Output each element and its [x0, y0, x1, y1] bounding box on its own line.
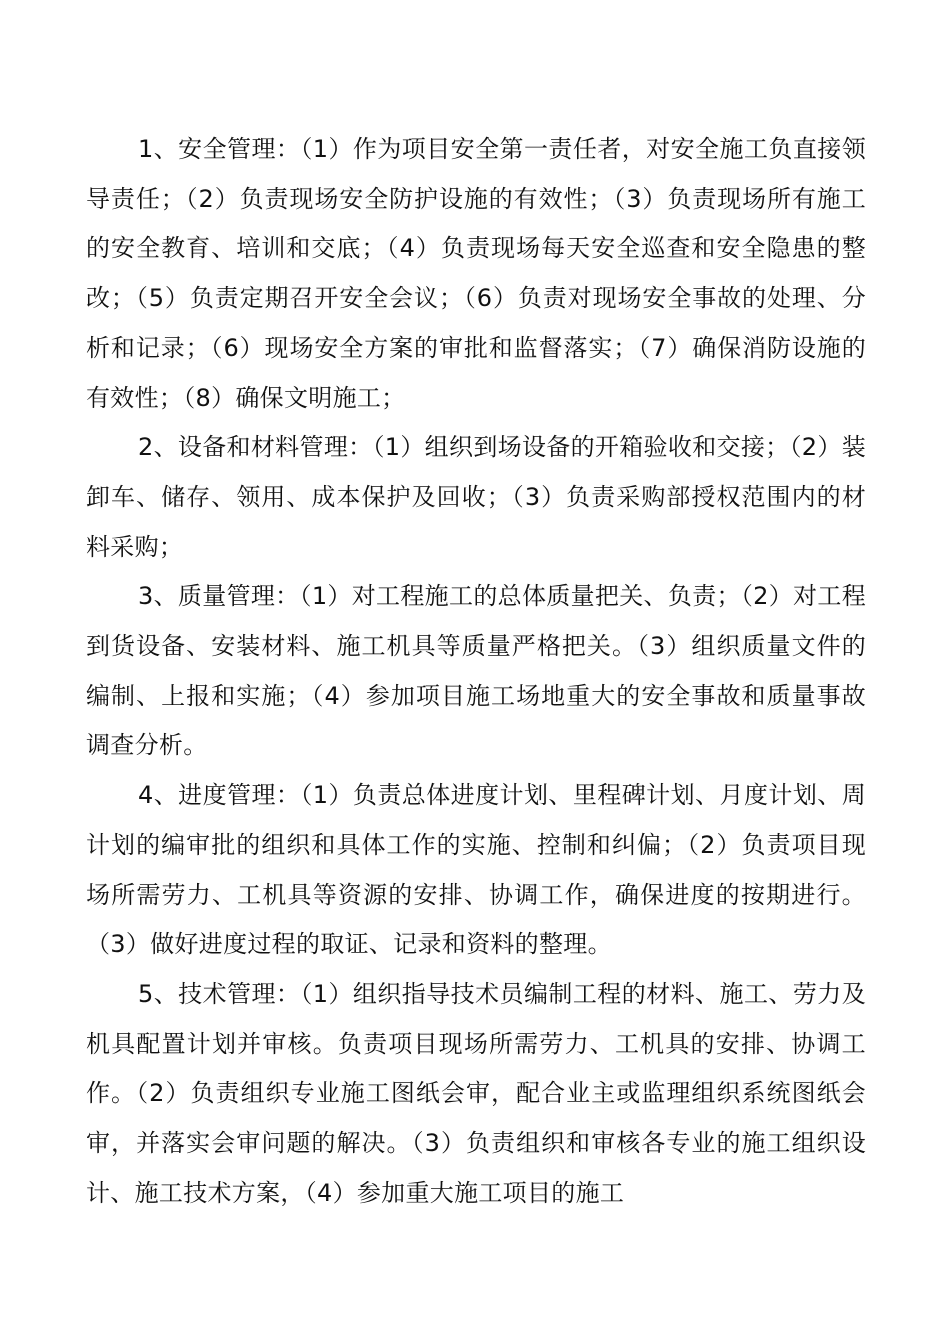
- paragraph-equipment-material-management: 2、设备和材料管理：（1）组织到场设备的开箱验收和交接；（2）装卸车、储存、领用、成本保护及回收；（3）负责采购部授权范围内的材料采购；: [86, 433, 866, 561]
- paragraph-schedule-management: 4、进度管理：（1）负责总体进度计划、里程碑计划、月度计划、周计划的编审批的组织和具体工作的实施、控制和纠偏；（2）负责项目现场所需劳力、工机具等资源的安排、协调工作，确保进度的按期进行。（3）做好进度过程的取证、记录和资料的整理。: [86, 781, 866, 959]
- paragraph-technical-management: 5、技术管理：（1）组织指导技术员编制工程的材料、施工、劳力及机具配置计划并审核。负责项目现场所需劳力、工机具的安排、协调工作。（2）负责组织专业施工图纸会审，配合业主或监理组织系统图纸会审，并落实会审问题的解决。（3）负责组织和审核各专业的施工组织设计、施工技术方案，（4）参加重大施工项目的施工: [86, 979, 866, 1207]
- document-body: [86, 125, 866, 1218]
- paragraph-quality-management: 3、质量管理：（1）对工程施工的总体质量把关、负责；（2）对工程到货设备、安装材料、施工机具等质量严格把关。（3）组织质量文件的编制、上报和实施；（4）参加项目施工场地重大的安全事故和质量事故调查分析。: [86, 582, 866, 760]
- paragraph-safety-management: 1、安全管理：（1）作为项目安全第一责任者，对安全施工负直接领导责任；（2）负责现场安全防护设施的有效性；（3）负责现场所有施工的安全教育、培训和交底；（4）负责现场每天安全巡查和安全隐患的整改；（5）负责定期召开安全会议；（6）负责对现场安全事故的处理、分析和记录；（6）现场安全方案的审批和监督落实；（7）确保消防设施的有效性；（8）确保文明施工；: [86, 135, 866, 412]
